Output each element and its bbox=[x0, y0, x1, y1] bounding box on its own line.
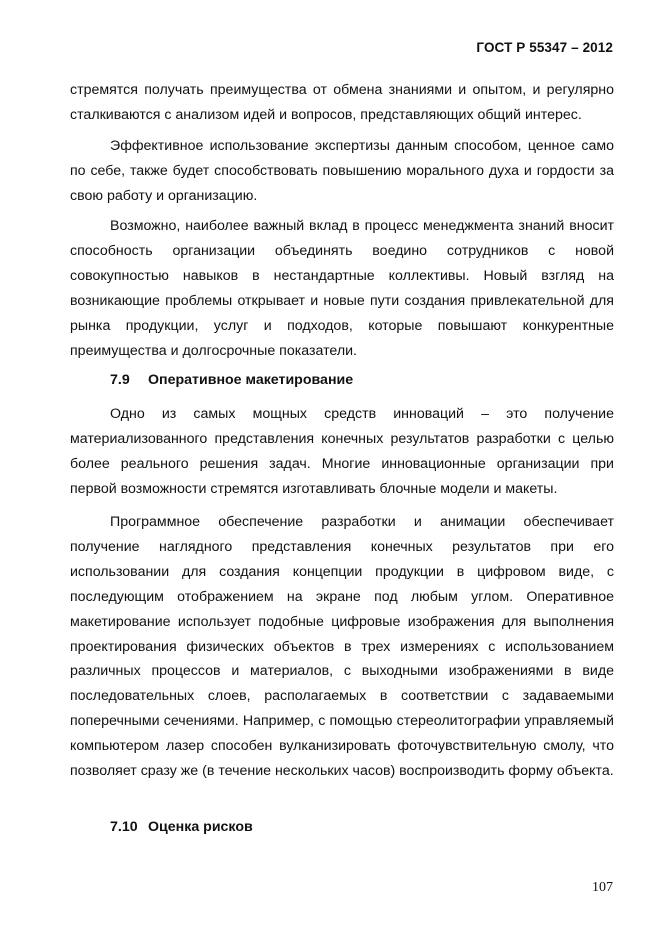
paragraph-text: Программное обеспечение разработки и анимации обеспечивает получение наглядного представления конечных результатов при его использовании для создания концепции продукции в цифровом виде, с последующим отображением на экране под любым углом. Оперативное макетирование использует подобные цифровые изображения для выполнения проектирования физических объектов в трех измерениях с использованием различных процессов и материалов, с выходными изображениями в виде последовательных слоев, располагаемых в соответствии с задаваемыми поперечными сечениями. Например, с помощью стереолитографии управляемый компьютером лазер способен вулканизировать фоточувствительную смолу, что позволяет сразу же (в течение нескольких часов) воспроизводить форму объекта. bbox=[70, 514, 614, 780]
paragraph-text: стремятся получать преимущества от обмена знаниями и опытом, и регулярно сталкиваются с анализом идей и вопросов, представляющих общий интерес. bbox=[70, 82, 614, 123]
paragraph-text: Эффективное использование экспертизы данным способом, ценное само по себе, также будет способствовать повышению морального духа и гордости за свою работу и организацию. bbox=[70, 138, 614, 204]
section-heading-7-10 bbox=[70, 819, 253, 835]
section-number: 7.9 bbox=[110, 372, 130, 388]
paragraph-text: Возможно, наиболее важный вклад в процесс менеджмента знаний вносит способность организации объединять воедино сотрудников с новой совокупностью навыков в нестандартные коллективы. Новый взгляд на возникающие проблемы открывает и новые пути создания привлекательной для рынка продукции, услуг и подходов, которые повышают конкурентные преимущества и долгосрочные показатели. bbox=[70, 218, 614, 359]
section-heading-7-9 bbox=[70, 372, 353, 388]
paragraph-continuation bbox=[70, 78, 614, 128]
section-title: Оперативное макетирование bbox=[148, 372, 354, 388]
paragraph-expertise bbox=[70, 134, 614, 209]
paragraph-text: Одно из самых мощных средств инноваций – это получение материализованного представления конечных результатов разработки с целью более реального решения задач. Многие инновационные организации при первой возможности стремятся изготавливать блочные модели и макеты. bbox=[70, 406, 614, 497]
paragraph-innovation bbox=[70, 402, 614, 502]
document-header: ГОСТ Р 55347 – 2012 bbox=[476, 40, 613, 55]
paragraph-software bbox=[70, 510, 614, 784]
paragraph-knowledge-management bbox=[70, 214, 614, 363]
section-number: 7.10 bbox=[110, 819, 138, 835]
section-title: Оценка рисков bbox=[148, 819, 253, 835]
page-number: 107 bbox=[592, 880, 613, 895]
